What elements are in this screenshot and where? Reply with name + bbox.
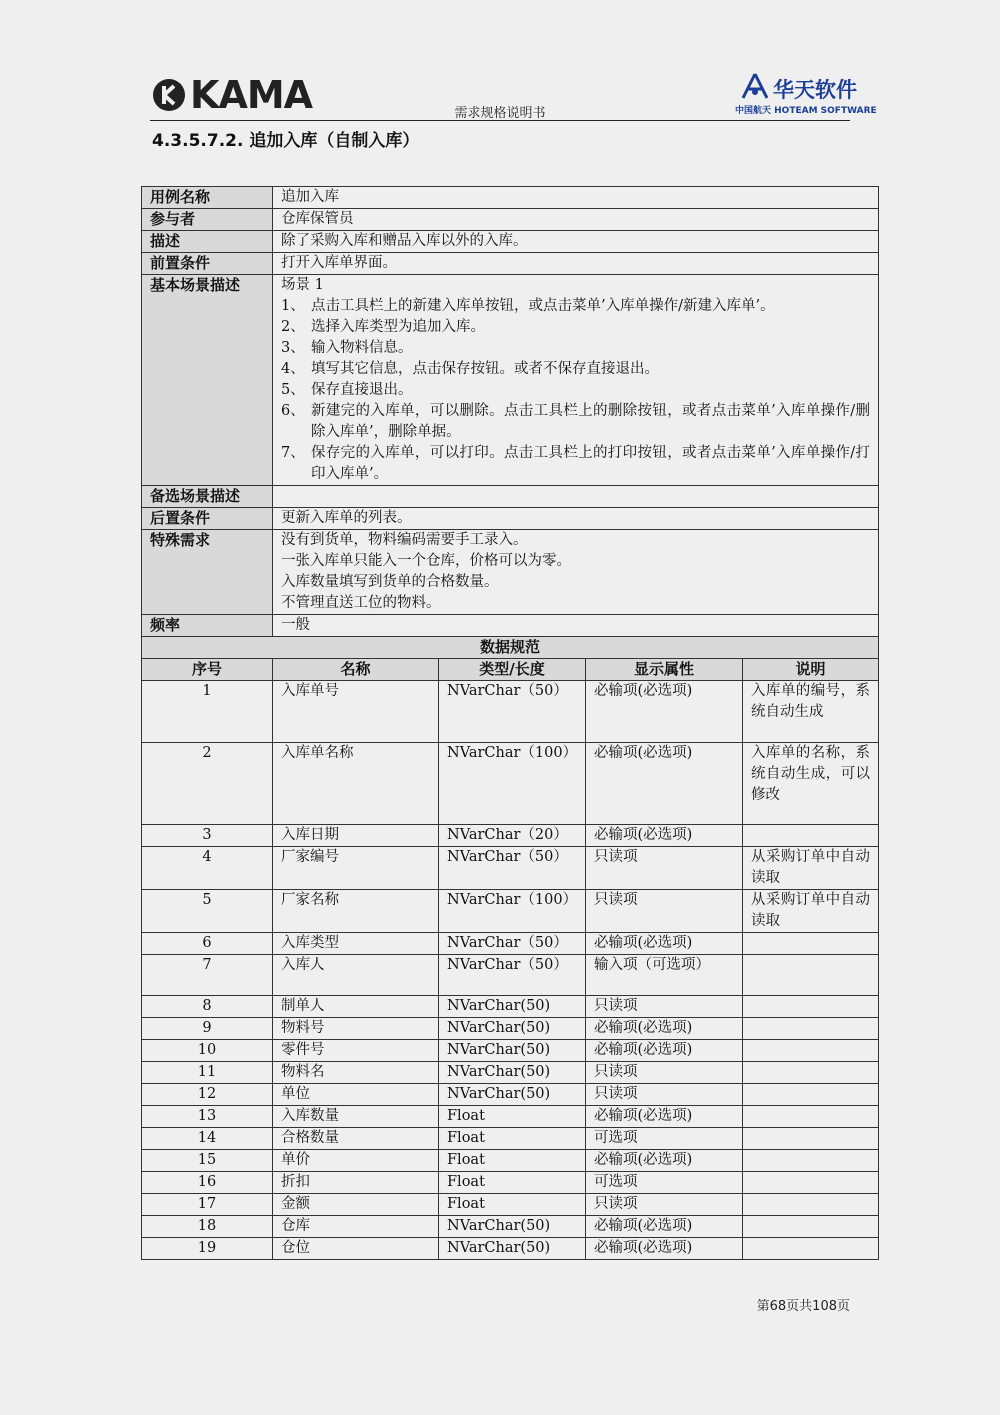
field-display: 只读项 <box>586 847 743 890</box>
field-note <box>743 1062 879 1084</box>
usecase-label: 基本场景描述 <box>142 275 273 486</box>
step-text: 新建完的入库单，可以删除。点击工具栏上的删除按钮，或者点击菜单’入库单操作/删除入库单’，删除单据。 <box>311 403 870 440</box>
step-number: 4、 <box>281 361 305 377</box>
usecase-row-special <box>142 530 879 615</box>
table-row <box>142 1172 879 1194</box>
field-type: NVarChar（50） <box>439 681 586 743</box>
usecase-value <box>273 486 879 508</box>
field-display: 只读项 <box>586 1194 743 1216</box>
table-row <box>142 1084 879 1106</box>
table-row <box>142 1018 879 1040</box>
field-note: 从采购订单中自动读取 <box>743 890 879 933</box>
field-name: 入库单名称 <box>273 743 439 825</box>
field-note <box>743 1106 879 1128</box>
usecase-value: 除了采购入库和赠品入库以外的入库。 <box>273 231 879 253</box>
step-number: 3、 <box>281 340 305 356</box>
usecase-row-actor <box>142 209 879 231</box>
field-name: 物料名 <box>273 1062 439 1084</box>
kama-logo-text: KAMA <box>190 73 313 117</box>
usecase-value <box>273 530 879 615</box>
field-type: Float <box>439 1172 586 1194</box>
table-row <box>142 890 879 933</box>
field-display: 只读项 <box>586 996 743 1018</box>
field-name: 物料号 <box>273 1018 439 1040</box>
field-name: 仓位 <box>273 1238 439 1260</box>
hoteam-logo-cn: 华天软件 <box>773 78 857 102</box>
field-display: 只读项 <box>586 890 743 933</box>
field-note <box>743 1216 879 1238</box>
usecase-row-postcondition <box>142 508 879 530</box>
column-header: 说明 <box>743 659 879 681</box>
usecase-label: 频率 <box>142 615 273 637</box>
basic-scene-title: 场景 1 <box>281 277 324 293</box>
field-name: 入库数量 <box>273 1106 439 1128</box>
field-note <box>743 933 879 955</box>
row-number: 5 <box>142 890 273 933</box>
field-note <box>743 1194 879 1216</box>
field-display: 必输项(必选项) <box>586 933 743 955</box>
field-type: Float <box>439 1150 586 1172</box>
field-type: Float <box>439 1106 586 1128</box>
row-number: 16 <box>142 1172 273 1194</box>
field-type: NVarChar（100） <box>439 743 586 825</box>
field-type: NVarChar(50) <box>439 1084 586 1106</box>
field-note <box>743 1084 879 1106</box>
field-name: 合格数量 <box>273 1128 439 1150</box>
table-row <box>142 1106 879 1128</box>
row-number: 9 <box>142 1018 273 1040</box>
field-display: 必输项(必选项) <box>586 1106 743 1128</box>
field-name: 单位 <box>273 1084 439 1106</box>
field-type: NVarChar（100） <box>439 890 586 933</box>
table-row <box>142 1238 879 1260</box>
section-heading: 4.3.5.7.2. 追加入库（自制入库） <box>152 131 420 151</box>
field-type: NVarChar(50) <box>439 1062 586 1084</box>
field-type: NVarChar（50） <box>439 847 586 890</box>
special-line: 不管理直送工位的物料。 <box>281 595 441 611</box>
row-number: 4 <box>142 847 273 890</box>
usecase-value: 一般 <box>273 615 879 637</box>
field-type: NVarChar(50) <box>439 996 586 1018</box>
field-note: 入库单的编号，系统自动生成 <box>743 681 879 743</box>
field-name: 折扣 <box>273 1172 439 1194</box>
step-number: 6、 <box>281 403 305 419</box>
step-number: 1、 <box>281 298 305 314</box>
field-type: Float <box>439 1128 586 1150</box>
field-type: NVarChar（20） <box>439 825 586 847</box>
usecase-value: 追加入库 <box>273 187 879 209</box>
row-number: 3 <box>142 825 273 847</box>
row-number: 15 <box>142 1150 273 1172</box>
field-note <box>743 1150 879 1172</box>
field-name: 厂家编号 <box>273 847 439 890</box>
field-display: 必输项(必选项) <box>586 1216 743 1238</box>
row-number: 12 <box>142 1084 273 1106</box>
row-number: 8 <box>142 996 273 1018</box>
field-note: 入库单的名称，系统自动生成，可以修改 <box>743 743 879 825</box>
table-row <box>142 933 879 955</box>
step-item <box>281 401 870 443</box>
usecase-table <box>141 186 879 1260</box>
field-display: 必输项(必选项) <box>586 1018 743 1040</box>
column-header: 序号 <box>142 659 273 681</box>
field-name: 仓库 <box>273 1216 439 1238</box>
step-item <box>281 359 870 380</box>
kama-logo <box>152 72 317 118</box>
row-number: 13 <box>142 1106 273 1128</box>
table-row <box>142 825 879 847</box>
usecase-row-precondition <box>142 253 879 275</box>
field-note <box>743 825 879 847</box>
data-spec-header-row <box>142 659 879 681</box>
step-item <box>281 317 870 338</box>
row-number: 11 <box>142 1062 273 1084</box>
table-row <box>142 1216 879 1238</box>
field-name: 厂家名称 <box>273 890 439 933</box>
field-name: 入库类型 <box>273 933 439 955</box>
field-name: 单价 <box>273 1150 439 1172</box>
field-note: 从采购订单中自动读取 <box>743 847 879 890</box>
field-display: 必输项(必选项) <box>586 1040 743 1062</box>
usecase-value: 打开入库单界面。 <box>273 253 879 275</box>
field-name: 入库单号 <box>273 681 439 743</box>
field-display: 必输项(必选项) <box>586 743 743 825</box>
row-number: 1 <box>142 681 273 743</box>
field-name: 金额 <box>273 1194 439 1216</box>
kama-logo-icon <box>152 78 186 112</box>
table-row <box>142 681 879 743</box>
special-line: 没有到货单，物料编码需要手工录入。 <box>281 532 528 548</box>
table-row <box>142 847 879 890</box>
step-text: 保存直接退出。 <box>311 382 413 398</box>
usecase-value: 仓库保管员 <box>273 209 879 231</box>
usecase-label: 参与者 <box>142 209 273 231</box>
field-type: NVarChar（50） <box>439 933 586 955</box>
hoteam-logo <box>735 72 877 118</box>
field-type: NVarChar(50) <box>439 1216 586 1238</box>
usecase-label: 特殊需求 <box>142 530 273 615</box>
data-spec-title-row <box>142 637 879 659</box>
field-note <box>743 955 879 996</box>
table-row <box>142 1194 879 1216</box>
field-display: 输入项（可选项） <box>586 955 743 996</box>
step-text: 输入物料信息。 <box>311 340 413 356</box>
usecase-label: 备选场景描述 <box>142 486 273 508</box>
table-row <box>142 1062 879 1084</box>
basic-steps-list <box>281 296 870 485</box>
field-name: 制单人 <box>273 996 439 1018</box>
table-row <box>142 955 879 996</box>
step-text: 保存完的入库单，可以打印。点击工具栏上的打印按钮，或者点击菜单’入库单操作/打印入库单’。 <box>311 445 870 482</box>
data-spec-title: 数据规范 <box>142 637 879 659</box>
field-name: 入库人 <box>273 955 439 996</box>
table-row <box>142 1150 879 1172</box>
usecase-label: 前置条件 <box>142 253 273 275</box>
usecase-row-desc <box>142 231 879 253</box>
table-row <box>142 996 879 1018</box>
usecase-row-name <box>142 187 879 209</box>
step-item <box>281 443 870 485</box>
field-display: 必输项(必选项) <box>586 1238 743 1260</box>
table-row <box>142 1040 879 1062</box>
step-item <box>281 296 870 317</box>
special-line: 入库数量填写到货单的合格数量。 <box>281 574 499 590</box>
table-row <box>142 743 879 825</box>
row-number: 7 <box>142 955 273 996</box>
field-type: NVarChar(50) <box>439 1238 586 1260</box>
column-header: 名称 <box>273 659 439 681</box>
hoteam-logo-sub: 中国航天 HOTEAM SOFTWARE <box>735 106 877 116</box>
field-display: 只读项 <box>586 1084 743 1106</box>
step-text: 选择入库类型为追加入库。 <box>311 319 485 335</box>
field-note <box>743 996 879 1018</box>
field-name: 入库日期 <box>273 825 439 847</box>
usecase-label: 描述 <box>142 231 273 253</box>
special-line: 一张入库单只能入一个仓库，价格可以为零。 <box>281 553 571 569</box>
field-type: NVarChar(50) <box>439 1040 586 1062</box>
field-note <box>743 1172 879 1194</box>
field-type: NVarChar(50) <box>439 1018 586 1040</box>
usecase-value: 更新入库单的列表。 <box>273 508 879 530</box>
row-number: 6 <box>142 933 273 955</box>
row-number: 14 <box>142 1128 273 1150</box>
document-title: 需求规格说明书 <box>454 106 546 121</box>
field-display: 只读项 <box>586 1062 743 1084</box>
field-note <box>743 1238 879 1260</box>
row-number: 17 <box>142 1194 273 1216</box>
step-item <box>281 338 870 359</box>
field-display: 可选项 <box>586 1128 743 1150</box>
usecase-row-alternative <box>142 486 879 508</box>
field-type: Float <box>439 1194 586 1216</box>
row-number: 18 <box>142 1216 273 1238</box>
field-display: 必输项(必选项) <box>586 825 743 847</box>
row-number: 10 <box>142 1040 273 1062</box>
usecase-row-basic <box>142 275 879 486</box>
step-number: 7、 <box>281 445 305 461</box>
field-name: 零件号 <box>273 1040 439 1062</box>
field-display: 可选项 <box>586 1172 743 1194</box>
step-number: 5、 <box>281 382 305 398</box>
table-row <box>142 1128 879 1150</box>
hoteam-logo-icon <box>739 72 771 102</box>
step-text: 点击工具栏上的新建入库单按钮，或点击菜单’入库单操作/新建入库单’。 <box>311 298 775 314</box>
column-header: 显示属性 <box>586 659 743 681</box>
row-number: 19 <box>142 1238 273 1260</box>
data-spec-rows <box>142 681 879 1260</box>
row-number: 2 <box>142 743 273 825</box>
column-header: 类型/长度 <box>439 659 586 681</box>
field-note <box>743 1018 879 1040</box>
field-type: NVarChar（50） <box>439 955 586 996</box>
field-note <box>743 1040 879 1062</box>
usecase-value <box>273 275 879 486</box>
field-note <box>743 1128 879 1150</box>
header-rule <box>150 120 850 121</box>
field-display: 必输项(必选项) <box>586 1150 743 1172</box>
step-number: 2、 <box>281 319 305 335</box>
field-display: 必输项(必选项) <box>586 681 743 743</box>
usecase-label: 用例名称 <box>142 187 273 209</box>
step-text: 填写其它信息，点击保存按钮。或者不保存直接退出。 <box>311 361 659 377</box>
step-item <box>281 380 870 401</box>
page-number: 第68页共108页 <box>756 1299 850 1314</box>
usecase-row-frequency <box>142 615 879 637</box>
usecase-label: 后置条件 <box>142 508 273 530</box>
